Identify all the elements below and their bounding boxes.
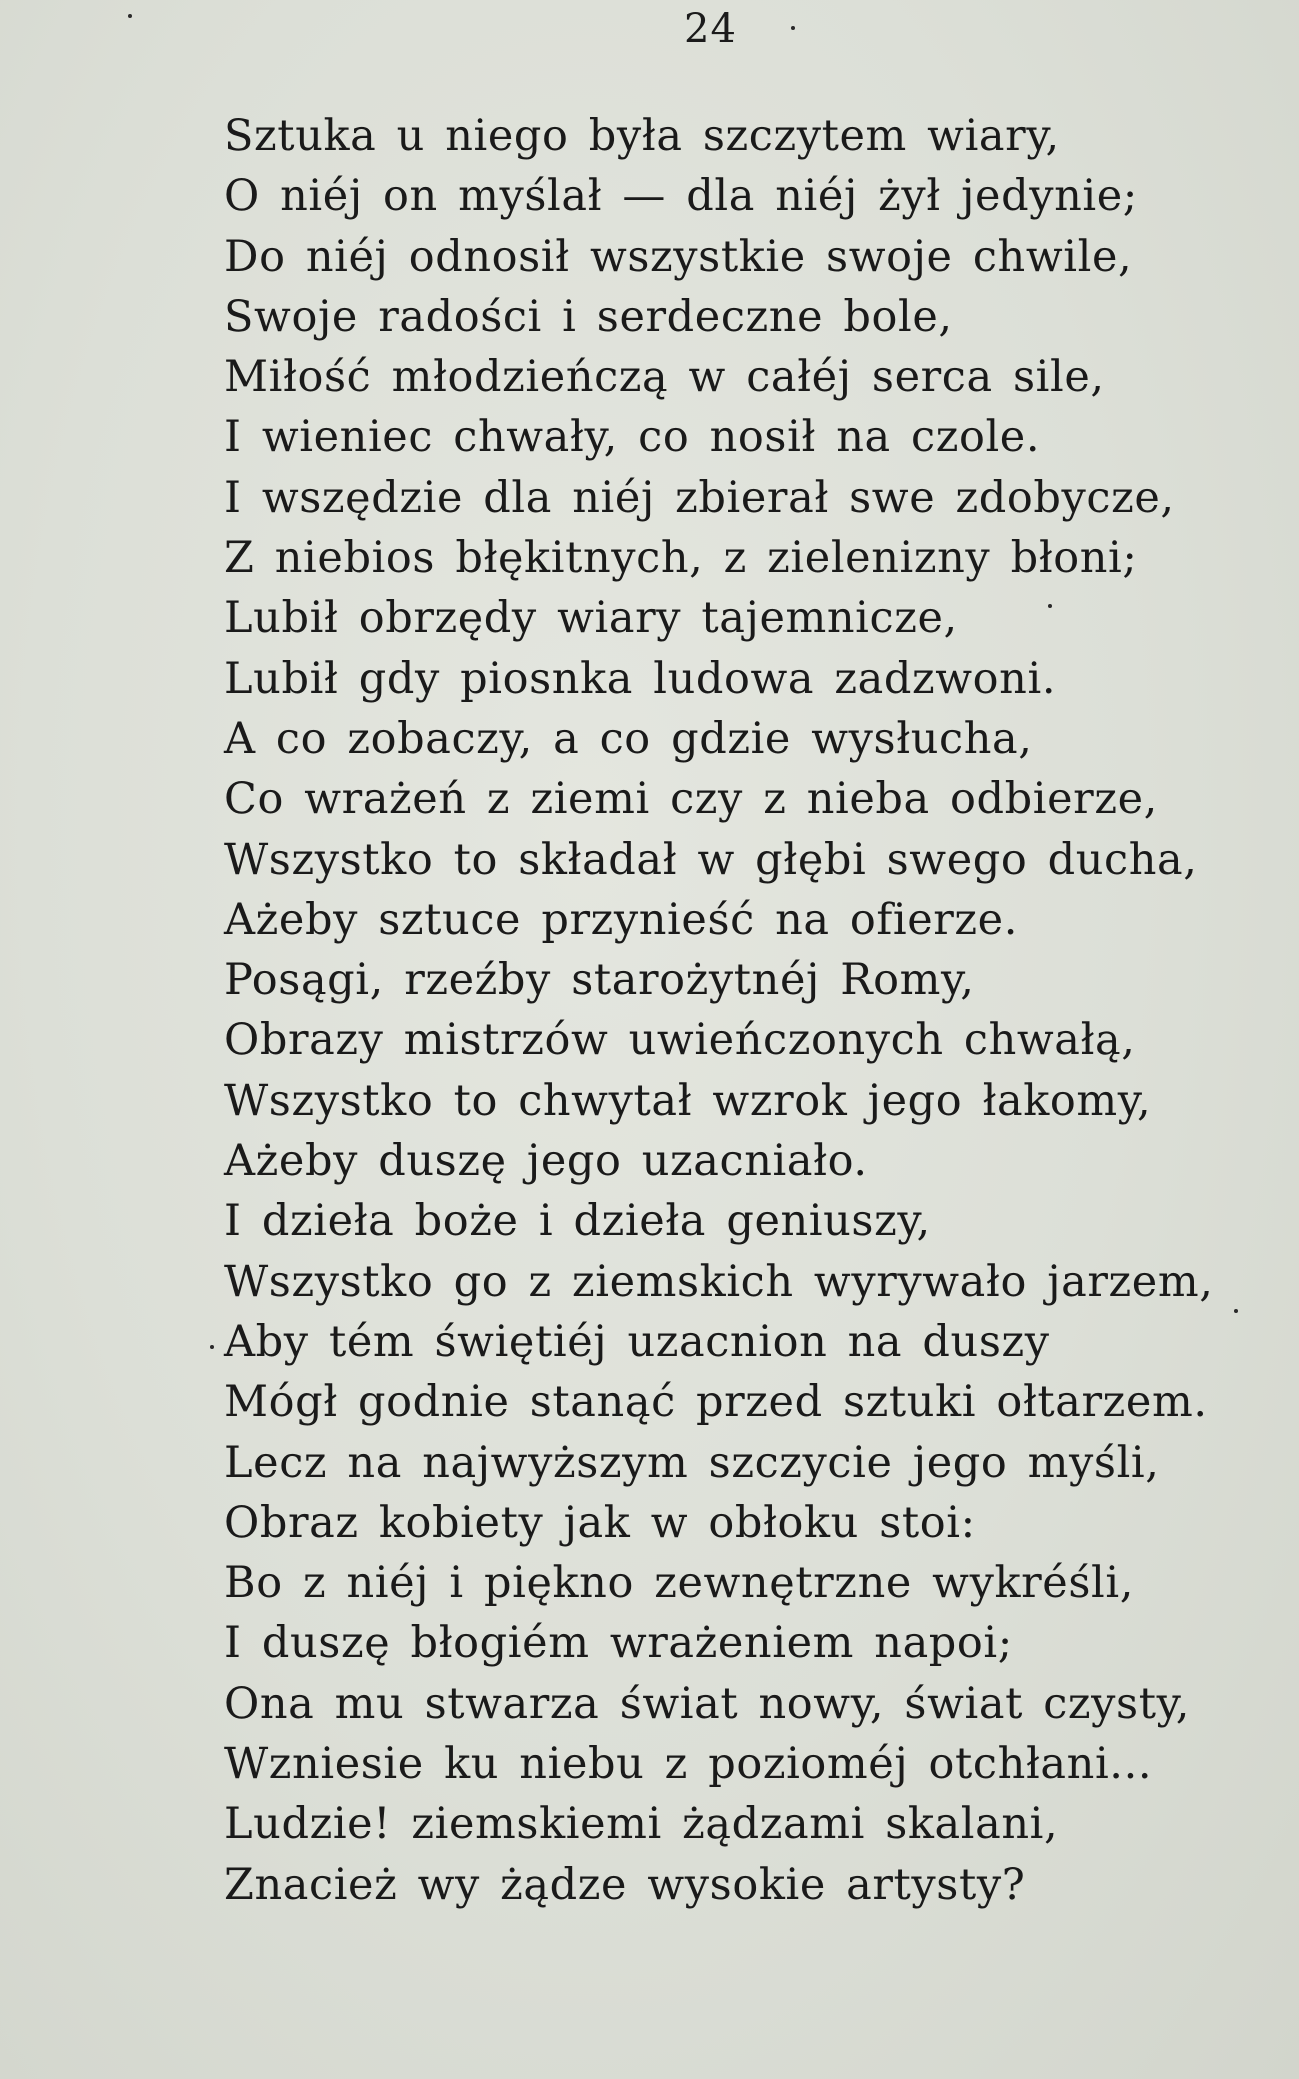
verse-line: Bo z niéj i piękno zewnętrzne wykréśli,	[224, 1558, 1134, 1609]
verse-line: Znacież wy żądze wysokie artysty?	[224, 1859, 1026, 1910]
verse-line: Aby tém świętiéj uzacnion na duszy	[224, 1316, 1050, 1367]
paper-speck	[1048, 604, 1052, 608]
verse-line: Posągi, rzeźby starożytnéj Romy,	[224, 955, 975, 1006]
verse-line: Mógł godnie stanąć przed sztuki ołtarzem.	[224, 1377, 1208, 1428]
verse-line: Lubił obrzędy wiary tajemnicze,	[224, 593, 958, 644]
verse-line: Do niéj odnosił wszystkie swoje chwile,	[224, 231, 1133, 282]
verse-line: Ludzie! ziemskiemi żądzami skalani,	[224, 1799, 1059, 1850]
verse-line: Lecz na najwyższym szczycie jego myśli,	[224, 1437, 1160, 1488]
verse-line: Ażeby duszę jego uzacniało.	[224, 1136, 868, 1187]
paper-speck	[791, 26, 795, 30]
verse-line: Sztuka u niego była szczytem wiary,	[224, 111, 1060, 161]
verse-line: Obraz kobiety jak w obłoku stoi:	[224, 1497, 976, 1548]
verse-line: Swoje radości i serdeczne bole,	[224, 291, 953, 342]
verse-line: Wszystko to chwytał wzrok jego łakomy,	[224, 1075, 1152, 1126]
paper-speck	[210, 1345, 214, 1349]
verse-line: I wieniec chwały, co nosił na czole.	[224, 412, 1041, 463]
paper-speck	[1234, 1309, 1238, 1313]
verse-line: Wszystko to składał w głębi swego ducha,	[224, 834, 1198, 885]
verse-line: Miłość młodzieńczą w całéj serca sile,	[224, 352, 1105, 403]
verse-line: Ona mu stwarza świat nowy, świat czysty,	[224, 1678, 1191, 1729]
page-number: 24	[684, 6, 737, 52]
verse-line: Co wrażeń z ziemi czy z nieba odbierze,	[224, 774, 1158, 825]
verse-line: Wzniesie ku niebu z pozioméj otchłani...	[224, 1739, 1153, 1790]
verse-line: Obrazy mistrzów uwieńczonych chwałą,	[224, 1015, 1136, 1066]
verse-line: Wszystko go z ziemskich wyrywało jarzem,	[224, 1256, 1214, 1307]
verse-line: Ażeby sztuce przynieść na ofierze.	[224, 894, 1019, 945]
verse-line: Z niebios błękitnych, z zielenizny błoni;	[224, 533, 1138, 584]
verse-line: I duszę błogiém wrażeniem napoi;	[224, 1618, 1013, 1669]
verse-line: I dzieła boże i dzieła geniuszy,	[224, 1196, 931, 1247]
verse-line: O niéj on myślał — dla niéj żył jedynie;	[224, 171, 1138, 222]
verse-line: I wszędzie dla niéj zbierał swe zdobycze,	[224, 472, 1175, 523]
paper-speck	[128, 14, 132, 18]
verse-line: Lubił gdy piosnka ludowa zadzwoni.	[224, 653, 1057, 704]
poem	[224, 106, 1224, 1915]
verse-line: A co zobaczy, a co gdzie wysłucha,	[224, 713, 1033, 764]
